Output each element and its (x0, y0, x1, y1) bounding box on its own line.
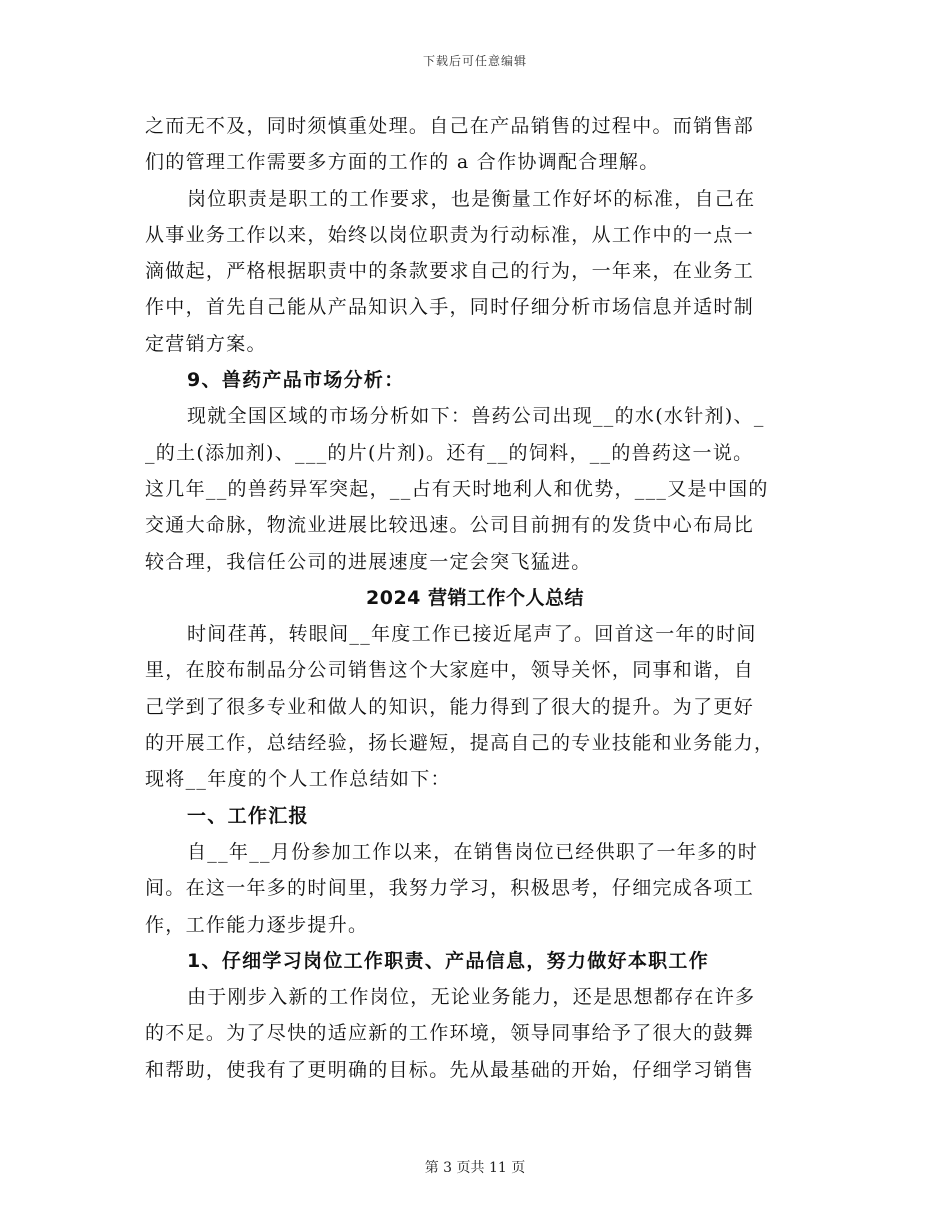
paragraph-line: 的开展工作，总结经验，扬长避短，提高自己的专业技能和业务能力， (145, 732, 775, 755)
paragraph-line: 滴做起，严格根据职责中的条款要求自己的行为，一年来，在业务工 (145, 260, 755, 283)
paragraph-line: 己学到了很多专业和做人的知识，能力得到了很大的提升。为了更好 (145, 695, 755, 718)
document-title: 2024 营销工作个人总结 (366, 586, 584, 609)
paragraph-line: 这几年__的兽药异军突起，__占有天时地利人和优势，___又是中国的 (145, 477, 769, 500)
paragraph-line: 现就全国区域的市场分析如下：兽药公司出现__的水(水针剂)、_ (187, 405, 765, 428)
document-body (145, 108, 805, 1088)
paragraph-line: 自__年__月份参加工作以来，在销售岗位已经供职了一年多的时 (187, 840, 759, 863)
section-heading: 9、兽药产品市场分析： (187, 369, 405, 392)
paragraph-line: 交通大命脉，物流业进展比较迅速。公司目前拥有的发货中心布局比 (145, 514, 755, 537)
paragraph-line: 里，在胶布制品分公司销售这个大家庭中，领导关怀，同事和谐，自 (145, 659, 755, 682)
paragraph-line: 由于刚步入新的工作岗位，无论业务能力，还是思想都存在许多 (187, 986, 756, 1009)
section-heading: 一、工作汇报 (187, 804, 309, 827)
paragraph-line: 从事业务工作以来，始终以岗位职责为行动标准，从工作中的一点一 (145, 223, 755, 246)
paragraph-line: 的不足。为了尽快的适应新的工作环境，领导同事给予了很大的鼓舞 (145, 1022, 755, 1045)
page-header: 下载后可任意编辑 (422, 54, 527, 68)
paragraph-line: _的土(添加剂)、___的片(片剂)。还有__的饲料，__的兽药这一说。 (145, 441, 754, 464)
paragraph-line: 们的管理工作需要多方面的工作的 a 合作协调配合理解。 (145, 151, 660, 174)
paragraph-line: 作，工作能力逐步提升。 (145, 913, 369, 936)
page-number: 第 3 页共 11 页 (424, 1160, 526, 1176)
paragraph-line: 岗位职责是职工的工作要求，也是衡量工作好坏的标准，自己在 (187, 187, 756, 210)
paragraph-line: 之而无不及，同时须慎重处理。自己在产品销售的过程中。而销售部 (145, 115, 755, 137)
section-heading: 1、仔细学习岗位工作职责、产品信息，努力做好本职工作 (187, 949, 710, 972)
paragraph-line: 较合理，我信任公司的进展速度一定会突飞猛进。 (145, 550, 592, 573)
paragraph-line: 定营销方案。 (145, 332, 267, 355)
paragraph-line: 和帮助，使我有了更明确的目标。先从最基础的开始，仔细学习销售 (145, 1058, 755, 1081)
paragraph-line: 间。在这一年多的时间里，我努力学习，积极思考，仔细完成各项工 (145, 877, 755, 900)
paragraph-line: 作中，首先自己能从产品知识入手，同时仔细分析市场信息并适时制 (145, 296, 755, 319)
paragraph-line: 时间荏苒，转眼间__年度工作已接近尾声了。回首这一年的时间 (187, 623, 757, 646)
paragraph-line: 现将__年度的个人工作总结如下： (145, 768, 451, 791)
